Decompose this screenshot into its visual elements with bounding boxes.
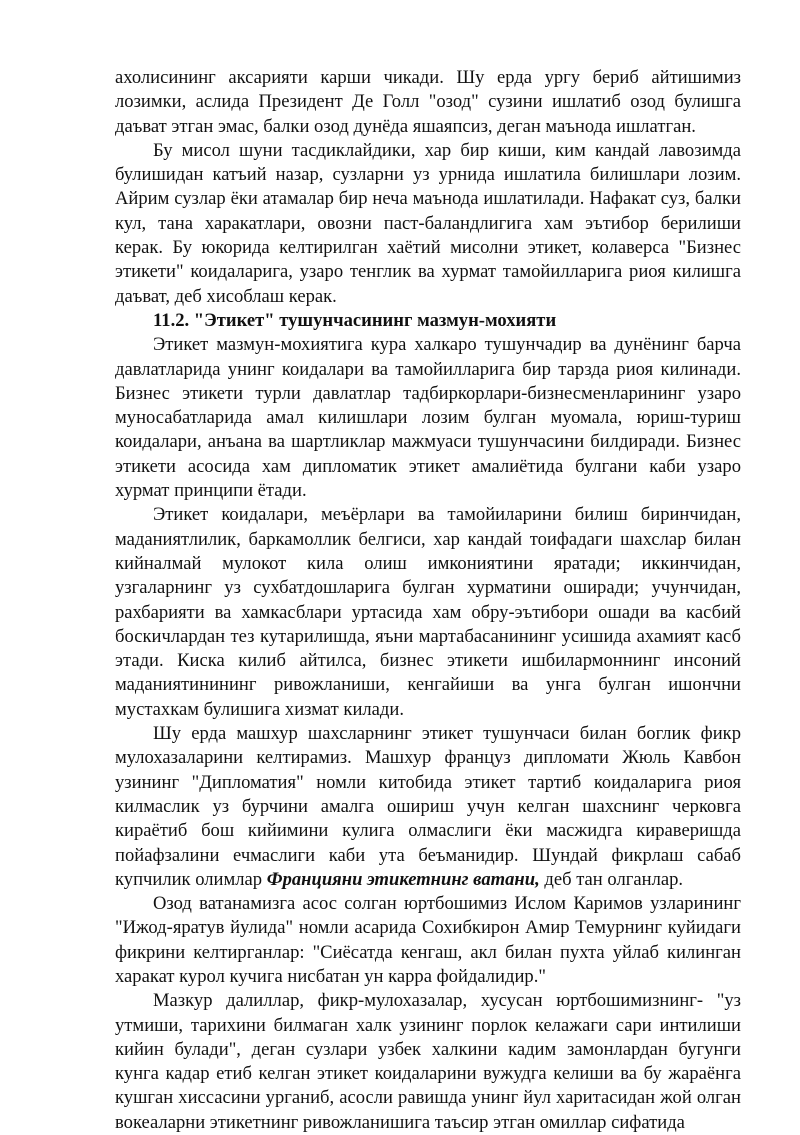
paragraph-text-end: деб тан олганлар. bbox=[539, 868, 684, 890]
document-page bbox=[115, 66, 741, 1135]
paragraph-benefits: Этикет коидалари, меъёрлари ва тамойиларини билиш биринчидан, маданиятлилик, баркамоллик белгиси, хар кандай тоифадаги шахслар билан кийналмай мулокот кила олиш имкониятини яратади; иккинчидан, узгаларнинг уз сухбатдошларига булган хурматини оширади; учунчидан, рахбарияти ва хамкасблари уртасида хам обру-эътибори ошади ва касбий боскичлардан тез кутарилишда, яъни мартабасанининг усишида ахамият касб этади. Киска килиб айтилса, бизнес этикети ишбилармоннинг инсоний маданиятинининг ривожланиши, кенгайиши ва унга булган ишончни мустахкам булишига хизмат килади. bbox=[115, 504, 741, 720]
paragraph-continuation: ахолисининг аксарияти карши чикади. Шу ерда ургу бериб айтишимиз лозимки, аслида Президент Де Голл "озод" сузини ишлатиб озод булишга даъват этган эмас, балки озод дунёда яшаяпсиз, деган маънода ишлатган. bbox=[115, 67, 741, 137]
paragraph-conclusion: Мазкур далиллар, фикр-мулохазалар, хусусан юртбошимизнинг- "уз утмиши, тарихини билмаган халк узининг порлок келажаги сари интилиши кийин булади", деган сузлари узбек халкини кадим замонлардан бугунги кунга кадар етиб келган этикет коидаларини вужудга келиши ва бу жараёнга кушган хиссасини урганиб, асосли равишда унинг йул харитасидан жой олган вокеаларни этикетнинг ривожланишига таъсир этган омиллар сифатида bbox=[115, 990, 741, 1133]
emphasized-phrase: Францияни этикетнинг ватани, bbox=[266, 868, 540, 890]
paragraph-text: Шу ерда машхур шахсларнинг этикет тушунчаси билан боглик фикр мулохазаларини келтирамиз. Машхур француз дипломати Жюль Кавбон узининг "Дипломатия" номли китобида этикет тартиб коидаларига риоя килмаслик уз бурчини амалга ошириш учун келган шахснинг черковга кираётиб бош кийимини кулига олмаслиги ёки масжидга кираверишда пойафзалини ечмаслиги каби ута беъманидир. Шундай фикрлаш сабаб купчилик олимлар bbox=[115, 723, 741, 890]
paragraph-example: Бу мисол шуни тасдиклайдики, хар бир киши, ким кандай лавозимда булишидан катъий назар, сузларни уз урнида ишлатила билишлари лозим. Айрим сузлар ёки атамалар бир неча маънода ишлатилади. Нафакат суз, балки кул, тана харакатлари, овозни паст-баландлигига хам эътибор берилиши керак. Бу юкорида келтирилган хаётий мисолни этикет, колаверса "Бизнес этикети" коидаларига, узаро тенглик ва хурмат тамойилларига риоя килишга даъват, деб хисоблаш керак. bbox=[115, 139, 741, 307]
paragraph-quote-cavbon bbox=[115, 722, 741, 892]
paragraph-karimov: Озод ватанамизга асос солган юртбошимиз Ислом Каримов узларининг "Ижод-яратув йулида" номли асарида Сохибкирон Амир Темурнинг куйидаги фикрини келтирганлар: "Сиёсатда кенгаш, акл билан пухта уйлаб килинган харакат курол кучига нисбатан ун карра фойдалидир." bbox=[115, 893, 741, 987]
paragraph-definition: Этикет мазмун-мохиятига кура халкаро тушунчадир ва дунёнинг барча давлатларида унинг коидалари ва тамойилларига бир тарзда риоя килинади. Бизнес этикети турли давлатлар тадбиркорлари-бизнесменларининг узаро муносабатларида амал килишлари лозим булган муомала, юриш-туриш коидалари, анъана ва шартликлар мажмуаси тушунчасини билдиради. Бизнес этикети асосида хам дипломатик этикет амалиётида булгани каби узаро хурмат принципи ётади. bbox=[115, 334, 741, 502]
section-heading: 11.2. "Этикет" тушунчасининг мазмун-мохияти bbox=[153, 309, 557, 331]
